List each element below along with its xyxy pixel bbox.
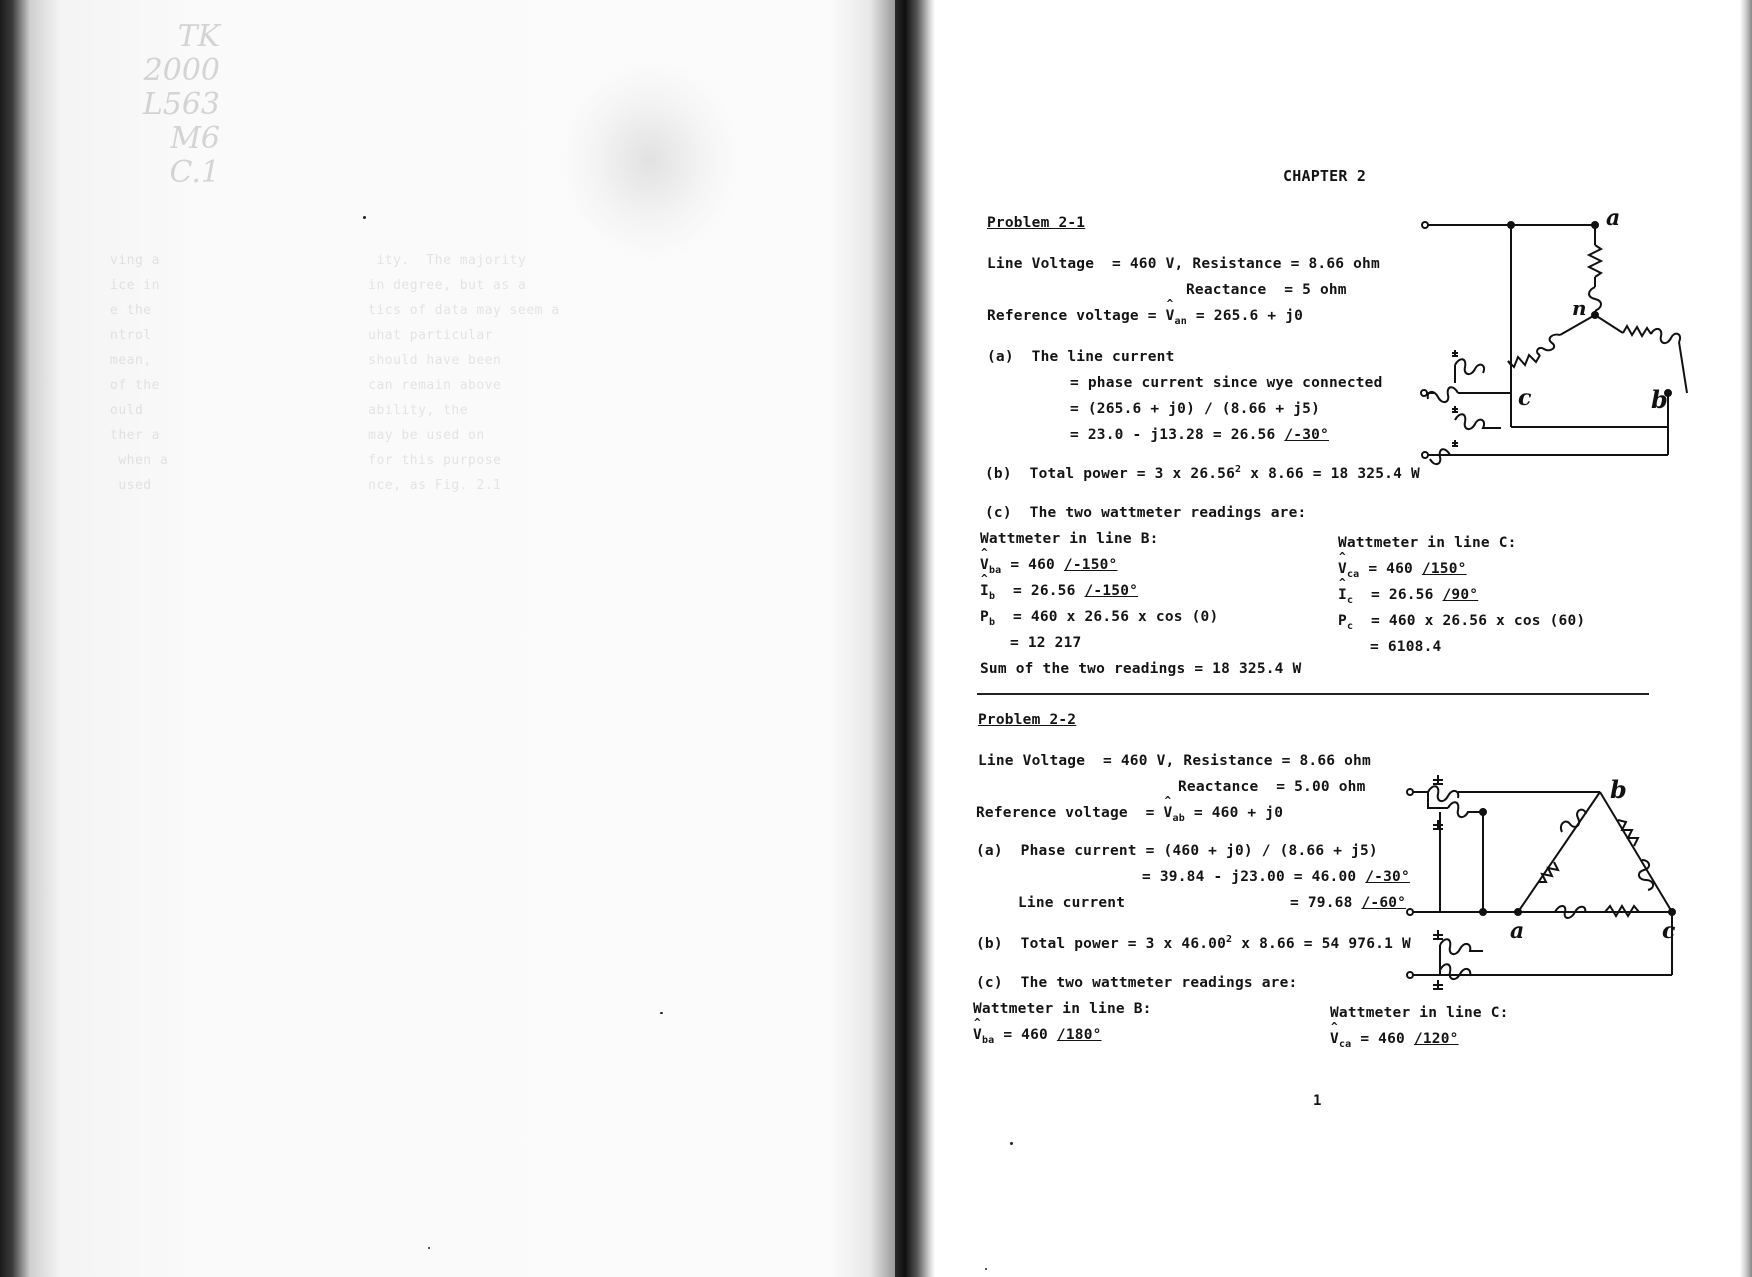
p1-wattmeter-c-ic: ^ $I_c = 26.56$ /90° [1338,587,1478,606]
p1-sum-readings: Sum of the two readings = 18 325.4 W [980,661,1302,677]
node-a-label: a [1606,205,1621,231]
p2-wattmeter-b-vba: ^ $V_{ba} = 460$ /180° [973,1027,1102,1046]
page-number: 1 [1313,1093,1322,1109]
p2-wattmeter-c-heading: Wattmeter in line C: [1330,1005,1509,1021]
p1-wattmeter-c-heading: Wattmeter in line C: [1338,535,1517,551]
p1-part-a-label: (a) The line current [987,349,1175,365]
p2-phase-current: (a) Phase current = (460 + j0) / (8.66 + j5) [976,843,1378,859]
p2-line-voltage: Line Voltage = 460 V, Resistance = 8.66 ohm [978,753,1371,769]
p1-part-a-line2: = (265.6 + j0) / (8.66 + j5) [1070,401,1321,417]
p1-part-b: (b) Total power = 3 x 26.56$^2$ x 8.66 = 18 325.4 W [985,464,1420,482]
p2-wattmeter-b-heading: Wattmeter in line B: [973,1001,1152,1017]
p1-wattmeter-b-ib: ^ $I_b = 26.56$ /-150° [980,583,1138,602]
problem-2-2-heading: Problem 2-2 [978,712,1077,728]
page-edge [1740,0,1752,1277]
p2-part-c-label: (c) The two wattmeter readings are: [976,975,1298,991]
delta-circuit-diagram [1400,760,1690,1000]
node-n-label: n [1572,296,1587,320]
p1-wattmeter-b-heading: Wattmeter in line B: [980,531,1159,547]
pencil-marks: TK 2000 L563 M6 C.1 [142,19,220,190]
p2-reference-voltage: Reference voltage = ^ $V_{ab} = 460 + j0$ [976,805,1283,824]
speck [428,1247,430,1249]
node-b-label: b [1651,385,1668,414]
p1-part-a-line1: = phase current since wye connected [1070,375,1383,391]
p1-wattmeter-c-vca: ^ $V_{ca} = 460$ /150° [1338,561,1467,580]
p1-wattmeter-b-vba: ^ $V_{ba} = 460$ /-150° [980,557,1118,576]
p1-reference-voltage: Reference voltage = ^ $V_{an} = 265.6 + j0$ [987,308,1303,327]
p1-part-c-label: (c) The two wattmeter readings are: [985,505,1307,521]
speck [1010,1142,1013,1145]
p2-part-b: (b) Total power = 3 x 46.00$^2$ x 8.66 = 54 976.1 W [976,934,1411,952]
section-divider [977,693,1649,695]
p2-line-current-value: = 79.68 /-60° [1290,895,1407,911]
p1-wattmeter-b-pb: $P_b = 460$ x 26.56 x cos (0) [980,609,1219,628]
speck [660,1012,663,1014]
node-b-label: b [1610,775,1627,804]
speck [363,216,366,219]
p1-wattmeter-c-pc: $P_c = 460$ x 26.56 x cos (60) [1338,613,1586,632]
p1-line-voltage: Line Voltage = 460 V, Resistance = 8.66 ohm [987,256,1380,272]
smudge [560,60,740,260]
book-spine [895,0,935,1277]
p1-reactance: Reactance = 5 ohm [1186,282,1347,298]
node-c-label: c [1662,918,1676,944]
p2-line-current-label: Line current [1018,895,1126,911]
wye-circuit-diagram [1415,205,1685,460]
node-a-label: a [1510,918,1525,944]
chapter-title: CHAPTER 2 [1283,167,1367,185]
p1-part-a-line3: = 23.0 - j13.28 = 26.56 /-30° [1070,427,1329,443]
node-c-label: c [1518,385,1532,411]
p1-wattmeter-b-result: = 12 217 [1010,635,1082,651]
p2-phase-current-result: = 39.84 - j23.00 = 46.00 /-30° [1142,869,1410,885]
speck [985,1268,987,1270]
problem-2-1-heading: Problem 2-1 [987,215,1086,231]
p1-wattmeter-c-result: = 6108.4 [1370,639,1442,655]
p2-wattmeter-c-vca: ^ $V_{ca} = 460$ /120° [1330,1031,1459,1050]
p2-reactance: Reactance = 5.00 ohm [1178,779,1366,795]
bleed-through-text: ving a ity. The majority ice in in degree, but as a e the tics of data may seem a ntrol uhat particular mean, should have been of the can remain above ould ability, the ther a may be used on when a for this purpose used nce, as Fig. 2.1 [110,253,560,493]
